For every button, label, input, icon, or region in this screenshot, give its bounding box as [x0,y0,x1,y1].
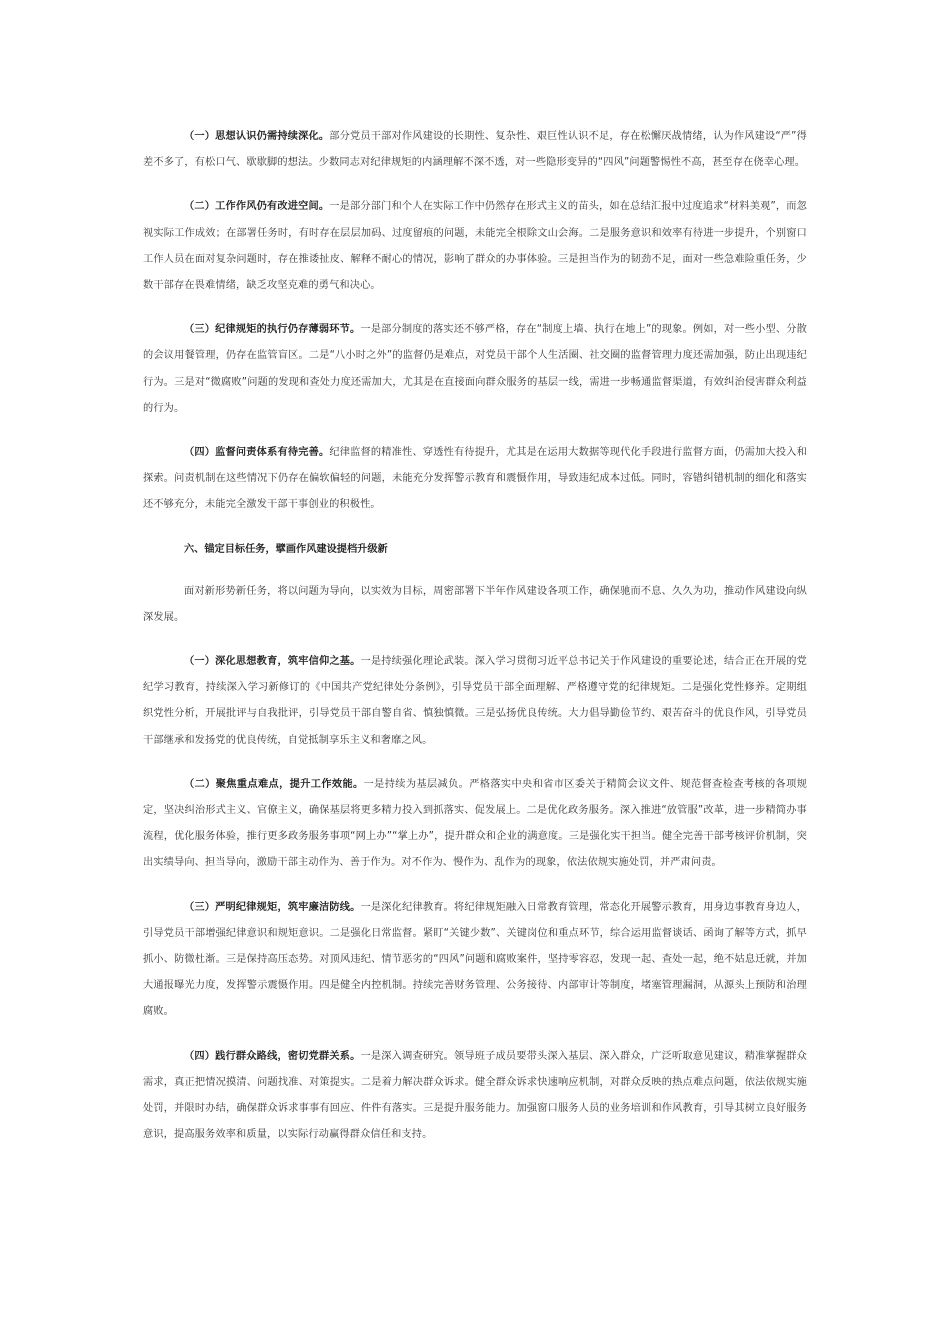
paragraph-focus-key-points [143,772,807,877]
paragraph-supervision-system [143,440,807,519]
paragraph-lead: （四）监督问责体系有待完善。 [184,447,330,459]
document-body [143,124,807,1167]
paragraph-lead: （二）工作作风仍有改进空间。 [184,201,330,213]
paragraph-text: 一是部分制度的落实还不够严格，存在“制度上墙、执行在地上”的现象。例如，对一些小型、分散的会议用餐管理，仍存在监管盲区。二是“八小时之外”的监督仍是难点，对党员干部个人生活圈、社交圈的监督管理力度还需加强，防止出现违纪行为。三是对“微腐败”问题的发现和查处力度还需加大，尤其是在直接面向群众服务的基层一线，需进一步畅通监督渠道，有效纠治侵害群众利益的行为。 [143,324,807,414]
paragraph-mass-line [143,1044,807,1149]
paragraph-strict-discipline [143,895,807,1026]
paragraph-lead: （一）深化思想教育，筑牢信仰之基。 [184,656,361,668]
paragraph-lead: （一）思想认识仍需持续深化。 [184,131,330,142]
paragraph-text: 一是部分部门和个人在实际工作中仍然存在形式主义的苗头，如在总结汇报中过度追求“材料美观”，而忽视实际工作成效；在部署任务时，有时存在层层加码、过度留痕的问题，未能完全根除文山会海。二是服务意识和效率有待进一步提升，个别窗口工作人员在面对复杂问题时，存在推诿扯皮、解释不耐心的情况，影响了群众的办事体验。三是担当作为的韧劲不足，面对一些急难险重任务，少数干部存在畏难情绪，缺乏攻坚克难的勇气和决心。 [143,201,807,292]
paragraph-text: 一是持续强化理论武装。深入学习贯彻习近平总书记关于作风建设的重要论述，结合正在开展的党纪学习教育，持续深入学习新修订的《中国共产党纪律处分条例》，引导党员干部全面理解、严格遵守党的纪律规矩。二是强化党性修养。定期组织党性分析，开展批评与自我批评，引导党员干部自警自省、慎独慎微。三是弘扬优良传统。大力倡导勤俭节约、艰苦奋斗的优良作风，引导党员干部继承和发扬党的优良传统，自觉抵制享乐主义和奢靡之风。 [143,656,807,746]
paragraph-lead: （三）严明纪律规矩，筑牢廉洁防线。 [184,901,361,913]
paragraph-text: 一是深化纪律教育。将纪律规矩融入日常教育管理，常态化开展警示教育，用身边事教育身边人，引导党员干部增强纪律意识和规矩意识。二是强化日常监督。紧盯“关键少数”、关键岗位和重点环节，综合运用监督谈话、函询了解等方式，抓早抓小、防微杜渐。三是保持高压态势。对顶风违纪、情节恶劣的“四风”问题和腐败案件，坚持零容忍，发现一起、查处一起，绝不姑息迁就，并加大通报曝光力度，发挥警示震慑作用。四是健全内控机制。持续完善财务管理、公务接待、内部审计等制度，堵塞管理漏洞，从源头上预防和治理腐败。 [143,901,807,1018]
paragraph-text: 一是深入调查研究。领导班子成员要带头深入基层、深入群众，广泛听取意见建议，精准掌握群众需求，真正把情况摸清、问题找准、对策提实。二是着力解决群众诉求。健全群众诉求快速响应机制，对群众反映的热点难点问题，依法依规实施处罚，并限时办结，确保群众诉求事事有回应、件件有落实。三是提升服务能力。加强窗口服务人员的业务培训和作风教育，引导其树立良好服务意识，提高服务效率和质量，以实际行动赢得群众信任和支持。 [143,1050,807,1141]
paragraph-work-style [143,194,807,299]
paragraph-thinking-awareness [143,124,807,176]
paragraph-lead: （四）践行群众路线，密切党群关系。 [184,1050,361,1062]
paragraph-discipline-execution [143,317,807,422]
paragraph-text: 纪律监督的精准性、穿透性有待提升，尤其是在运用大数据等现代化手段进行监督方面，仍需加大投入和探索。问责机制在这些情况下仍存在偏软偏轻的问题，未能充分发挥警示教育和震慑作用，导致违纪成本过低。同时，容错纠错机制的细化和落实还不够充分，未能完全激发干部干事创业的积极性。 [143,447,807,511]
paragraph-intro [143,579,807,631]
paragraph-text: 面对新形势新任务，将以问题为导向，以实效为目标，周密部署下半年作风建设各项工作，确保驰而不息、久久为功，推动作风建设向纵深发展。 [143,585,807,623]
paragraph-deepen-education [143,649,807,754]
paragraph-text: 一是持续为基层减负。严格落实中央和省市区委关于精简会议文件、规范督查检查考核的各项规定，坚决纠治形式主义、官僚主义，确保基层将更多精力投入到抓落实、促发展上。二是优化政务服务。深入推进“放管服”改革，进一步精简办事流程，优化服务体验，推行更多政务服务事项“网上办”“掌上办”，提升群众和企业的满意度。三是强化实干担当。健全完善干部考核评价机制，突出实绩导向、担当导向，激励干部主动作为、善于作为。对不作为、慢作为、乱作为的现象，依法依规实施处罚，并严肃问责。 [143,778,807,869]
section-heading: 六、锚定目标任务，擘画作风建设提档升级新 [184,543,388,555]
paragraph-lead: （三）纪律规矩的执行仍存薄弱环节。 [184,324,361,336]
paragraph-lead: （二）聚焦重点难点，提升工作效能。 [184,778,364,790]
paragraph-text: 部分党员干部对作风建设的长期性、复杂性、艰巨性认识不足，存在松懈厌战情绪，认为作风建设“严”得差不多了，有松口气、歇歇脚的想法。少数同志对纪律规矩的内涵理解不深不透，对一些隐形变异的“四风”问题警惕性不高，甚至存在侥幸心理。 [143,131,807,169]
